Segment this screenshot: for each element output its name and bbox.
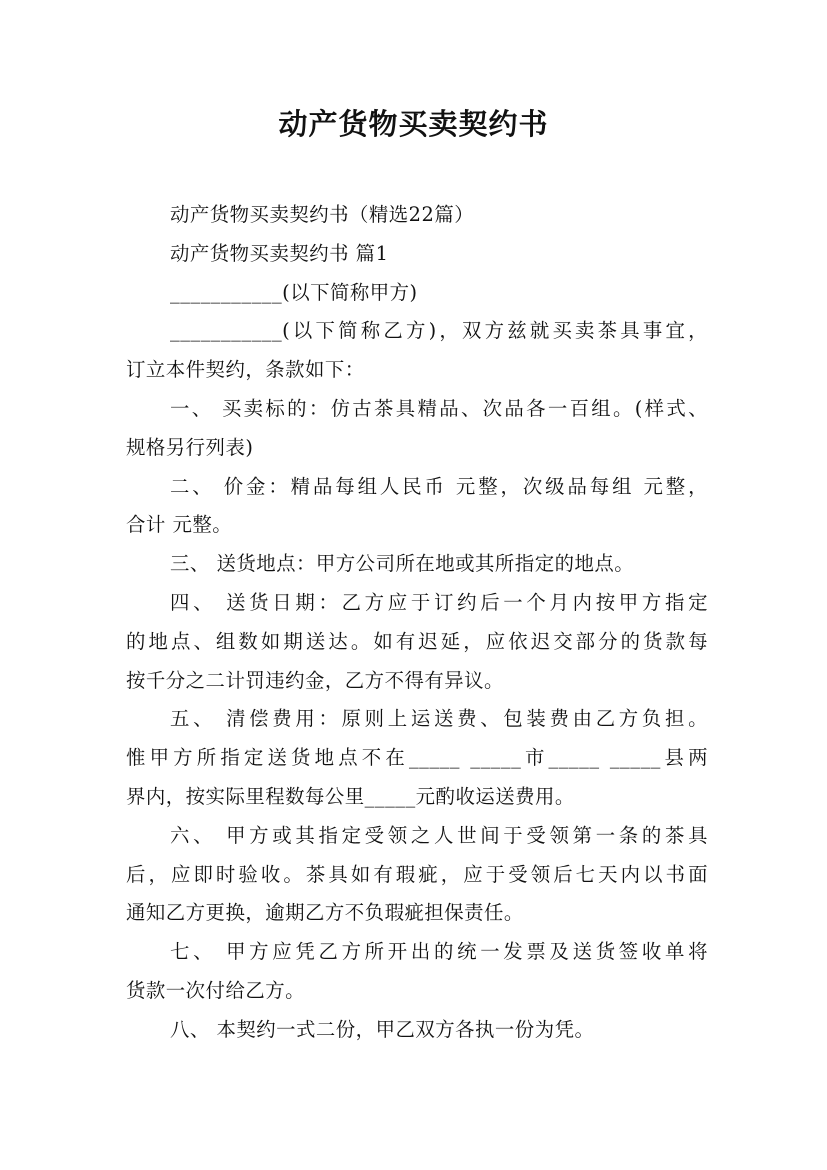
paragraph-line: 三、 送货地点：甲方公司所在地或其所指定的地点。 xyxy=(170,552,635,576)
paragraph-line: 后，应即时验收。茶具如有瑕疵，应于受领后七天内以书面 xyxy=(126,862,708,886)
paragraph-line: 八、 本契约一式二份，甲乙双方各执一份为凭。 xyxy=(170,1017,595,1041)
paragraph-line: 四、 送货日期：乙方应于订约后一个月内按甲方指定 xyxy=(170,590,708,614)
paragraph-line: ___________(以下简称甲方) xyxy=(170,280,418,304)
paragraph-line: 按千分之二计罚违约金，乙方不得有异议。 xyxy=(126,668,504,692)
paragraph-line: 的地点、组数如期送达。如有迟延，应依迟交部分的货款每 xyxy=(126,629,708,653)
paragraph-line: 惟甲方所指定送货地点不在_____ _____市_____ _____县两 xyxy=(126,746,708,770)
paragraph-line: 动产货物买卖契约书（精选22篇） xyxy=(170,203,475,226)
document-body xyxy=(126,196,708,1050)
paragraph-line: 通知乙方更换，逾期乙方不负瑕疵担保责任。 xyxy=(126,901,524,925)
paragraph-line: 一、 买卖标的：仿古茶具精品、次品各一百组。(样式、 xyxy=(170,396,708,420)
paragraph-line: ___________(以下简称乙方)，双方兹就买卖茶具事宜， xyxy=(170,319,708,343)
paragraph-line: 订立本件契约，条款如下： xyxy=(126,358,365,382)
paragraph-line: 界内，按实际里程数每公里_____元酌收运送费用。 xyxy=(126,784,575,808)
paragraph-line: 货款一次付给乙方。 xyxy=(126,978,306,1002)
paragraph-line: 二、 价金：精品每组人民币 元整，次级品每组 元整， xyxy=(170,474,708,498)
document-title: 动产货物买卖契约书 xyxy=(278,107,549,141)
paragraph-line: 合计 元整。 xyxy=(126,513,233,537)
paragraph-line: 七、 甲方应凭乙方所开出的统一发票及送货签收单将 xyxy=(170,940,708,964)
paragraph-line: 规格另行列表) xyxy=(126,435,254,459)
paragraph-line: 动产货物买卖契约书 篇1 xyxy=(170,241,389,265)
paragraph-line: 五、 清偿费用：原则上运送费、包装费由乙方负担。 xyxy=(170,707,708,731)
paragraph-line: 六、 甲方或其指定受领之人世间于受领第一条的茶具 xyxy=(170,823,708,847)
